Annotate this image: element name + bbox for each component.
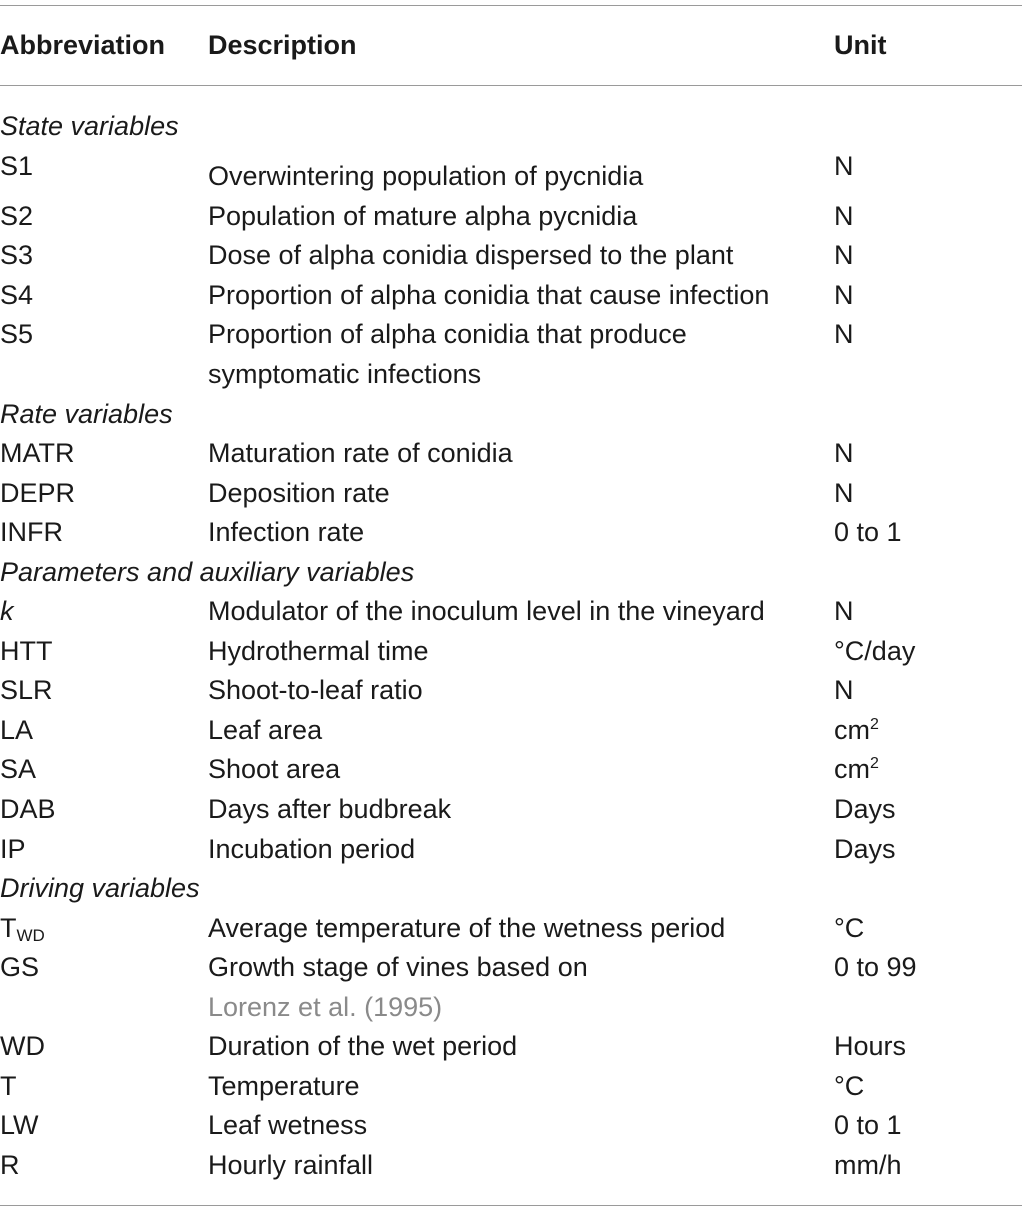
unit-cell: N [834, 240, 854, 270]
abbr-cell: WD [0, 1031, 45, 1061]
unit-cell: $cm^2$ [834, 715, 879, 745]
unit-cell: N [834, 319, 854, 349]
unit-cell: °C [834, 1071, 865, 1101]
unit-cell: N [834, 596, 854, 626]
desc-cell: Leaf wetness [208, 1110, 368, 1140]
abbr-cell: SLR [0, 675, 53, 705]
section-state-variables: State variables [0, 111, 179, 141]
table-row [0, 275, 1022, 315]
abbr-cell: DEPR [0, 478, 76, 508]
abbr-cell: GS [0, 952, 40, 982]
desc-cell: Temperature [208, 1071, 360, 1101]
table-row [0, 829, 1022, 869]
table-header-rule [0, 85, 1022, 86]
desc-cell: Hydrothermal time [208, 636, 429, 666]
abbr-cell: DAB [0, 794, 56, 824]
table-row [0, 146, 1022, 191]
table-row [0, 670, 1022, 710]
table-row [0, 196, 1022, 236]
abbr-cell: LA [0, 715, 34, 745]
section-driving-variables: Driving variables [0, 873, 200, 903]
table-row [0, 1145, 1022, 1185]
table-row [0, 235, 1022, 275]
table-row [0, 433, 1022, 473]
desc-cell-line1: Growth stage of vines based on [208, 952, 588, 982]
table-row [0, 314, 1022, 394]
unit-cell: Hours [834, 1031, 907, 1061]
table-bottom-rule [0, 1205, 1022, 1206]
abbr-cell: INFR [0, 517, 63, 547]
desc-cell: Modulator of the inoculum level in the vineyard [208, 596, 765, 626]
desc-cell-line2: symptomatic infections [208, 359, 482, 389]
abbr-cell: S5 [0, 319, 34, 349]
abbr-cell: LW [0, 1110, 39, 1140]
table-row [0, 1026, 1022, 1066]
desc-cell: Dose of alpha conidia dispersed to the plant [208, 240, 734, 270]
desc-cell: Incubation period [208, 834, 416, 864]
abbr-cell: R [0, 1150, 20, 1180]
unit-cell: N [834, 675, 854, 705]
abbr-cell: S1 [0, 151, 34, 181]
table-row [0, 789, 1022, 829]
desc-cell: Proportion of alpha conidia that cause infection [208, 280, 770, 310]
desc-cell: Overwintering population of pycnidia [208, 161, 644, 191]
table-row [0, 749, 1022, 789]
unit-cell: 0 to 99 [834, 952, 917, 982]
desc-cell: Deposition rate [208, 478, 390, 508]
unit-cell: N [834, 201, 854, 231]
table-top-rule [0, 5, 1022, 6]
section-rate-variables: Rate variables [0, 399, 173, 429]
table-row [0, 512, 1022, 552]
abbr-cell: S2 [0, 201, 34, 231]
abbr-cell: IP [0, 834, 26, 864]
desc-cell: Days after budbreak [208, 794, 452, 824]
header-description: Description [208, 30, 357, 60]
abbr-cell: S4 [0, 280, 34, 310]
unit-cell: $cm^2$ [834, 754, 879, 784]
desc-cell: Duration of the wet period [208, 1031, 518, 1061]
table-row [0, 1066, 1022, 1106]
desc-cell: Hourly rainfall [208, 1150, 374, 1180]
unit-cell: Days [834, 834, 896, 864]
abbr-cell: k [0, 596, 14, 626]
unit-cell: °C/day [834, 636, 916, 666]
unit-cell: 0 to 1 [834, 517, 902, 547]
desc-cell: Leaf area [208, 715, 323, 745]
table-row [0, 631, 1022, 671]
unit-cell: N [834, 478, 854, 508]
unit-cell: N [834, 438, 854, 468]
abbr-cell: T [0, 1071, 17, 1101]
unit-cell: °C [834, 913, 865, 943]
unit-cell: mm/h [834, 1150, 902, 1180]
table-row [0, 1105, 1022, 1145]
desc-cell: Population of mature alpha pycnidia [208, 201, 638, 231]
unit-cell: Days [834, 794, 896, 824]
table-row [0, 947, 1022, 1027]
desc-cell: Maturation rate of conidia [208, 438, 513, 468]
desc-cell: Average temperature of the wetness period [208, 913, 726, 943]
desc-cell-line1: Proportion of alpha conidia that produce [208, 319, 687, 349]
section-parameters-auxiliary: Parameters and auxiliary variables [0, 557, 415, 587]
header-abbreviation: Abbreviation [0, 30, 166, 60]
abbr-cell: MATR [0, 438, 75, 468]
abbr-cell: S3 [0, 240, 34, 270]
desc-cell: Infection rate [208, 517, 365, 547]
unit-cell: N [834, 280, 854, 310]
abbr-cell: SA [0, 754, 37, 784]
table-row [0, 908, 1022, 948]
reference-link[interactable]: Lorenz et al. (1995) [208, 992, 443, 1022]
desc-cell: Shoot area [208, 754, 341, 784]
unit-cell: N [834, 151, 854, 181]
abbr-cell: HTT [0, 636, 53, 666]
header-unit: Unit [834, 30, 887, 60]
table-row [0, 473, 1022, 513]
table-row [0, 710, 1022, 750]
unit-cell: 0 to 1 [834, 1110, 902, 1140]
abbr-cell: $T_{WD}$ [0, 913, 45, 945]
table-row [0, 591, 1022, 631]
desc-cell: Shoot-to-leaf ratio [208, 675, 423, 705]
